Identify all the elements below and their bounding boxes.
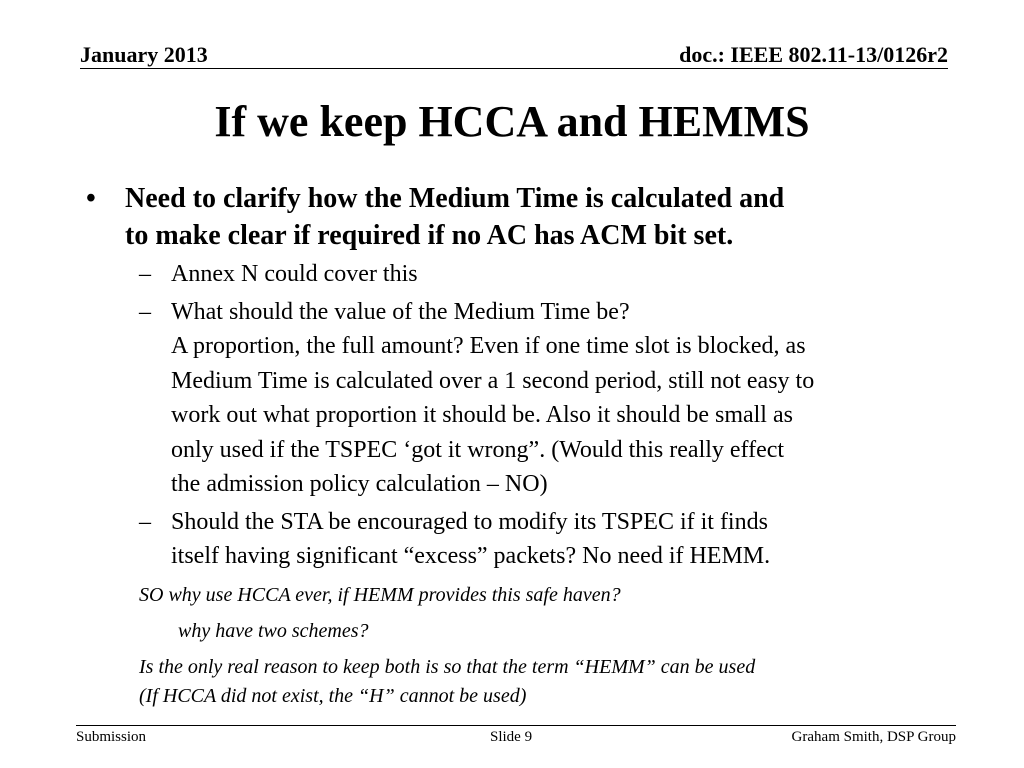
sub-bullet-line: Should the STA be encouraged to modify its TSPEC if it finds: [171, 508, 768, 535]
main-bullet-line: to make clear if required if no AC has ACM bit set.: [125, 220, 734, 251]
sub-bullet-line: A proportion, the full amount? Even if one time slot is blocked, as: [171, 333, 806, 359]
sub-bullet-medium-time: [86, 295, 946, 502]
note-two-schemes: why have two schemes?: [178, 619, 369, 642]
header-doc-id: doc.: IEEE 802.11-13/0126r2: [679, 42, 948, 67]
bullet-marker: •: [86, 183, 96, 214]
note-real-reason: Is the only real reason to keep both is so that the term “HEMM” can be used: [139, 655, 756, 678]
dash-marker: –: [139, 261, 151, 287]
footer-author: Graham Smith, DSP Group: [791, 729, 956, 745]
note-why-hcca: SO why use HCCA ever, if HEMM provides this safe haven?: [139, 583, 621, 606]
header-date: January 2013: [80, 42, 208, 67]
slide-title: If we keep HCCA and HEMMS: [214, 97, 810, 146]
sub-bullet-line: itself having significant “excess” packets? No need if HEMM.: [171, 543, 771, 569]
dash-marker: –: [139, 298, 151, 325]
dash-marker: –: [139, 508, 151, 535]
footer-submission: Submission: [76, 729, 147, 745]
footer-rule: [76, 725, 956, 726]
sub-bullet-line: only used if the TSPEC ‘got it wrong”. (Would this really effect: [171, 436, 785, 463]
sub-bullet-line: Medium Time is calculated over a 1 second period, still not easy to: [171, 367, 815, 394]
main-bullet: [86, 180, 946, 254]
sub-bullet-line: What should the value of the Medium Time be?: [171, 298, 630, 325]
main-bullet-line: Need to clarify how the Medium Time is calculated and: [125, 183, 785, 214]
sub-bullet-sta-tspec: [86, 505, 946, 574]
sub-bullet-annex: [86, 257, 946, 292]
slide-body: [86, 180, 946, 711]
sub-bullet-line: Annex N could cover this: [171, 261, 418, 287]
sub-bullet-line: the admission policy calculation – NO): [171, 471, 548, 497]
header-rule: [80, 68, 948, 69]
note-hcca-absent: (If HCCA did not exist, the “H” cannot be used): [139, 684, 527, 707]
sub-bullet-line: work out what proportion it should be. Also it should be small as: [171, 402, 793, 428]
footer-slide-number: Slide 9: [490, 729, 533, 745]
